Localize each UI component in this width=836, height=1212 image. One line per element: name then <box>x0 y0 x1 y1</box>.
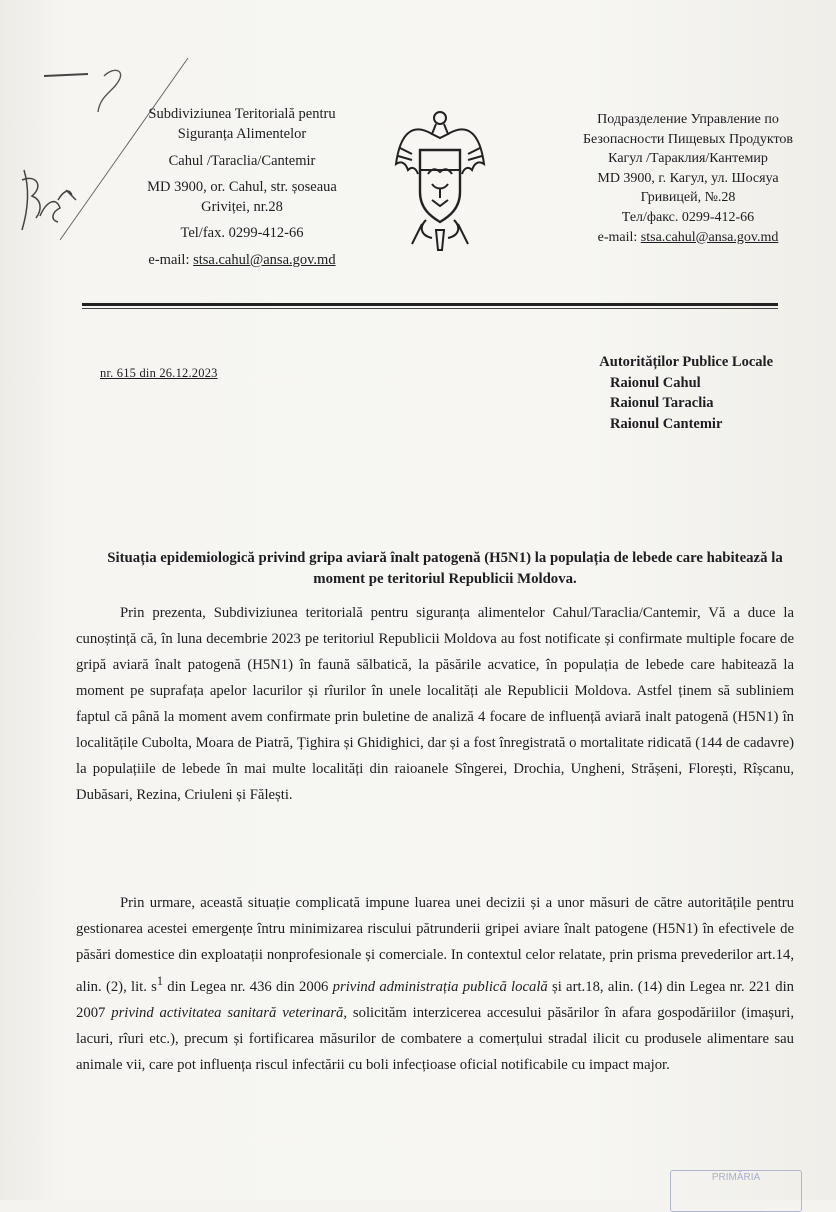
paragraph-2-part3: și art.18, alin. (14) din Legea nr. 221 din 2007 <box>76 978 795 1021</box>
header-divider-thick <box>82 303 778 306</box>
reference-number: nr. 615 din 26.12.2023 <box>100 366 218 380</box>
stamp-text: PRIMĂRIA <box>711 1172 761 1183</box>
header-left-line4: MD 3900, or. Cahul, str. șoseaua <box>147 178 337 195</box>
header-right-line2: Безопасности Пищевых Продуктов <box>582 131 794 147</box>
paragraph-2-superscript: 1 <box>156 974 163 988</box>
header-left <box>112 104 372 270</box>
header-left-email-row <box>112 250 372 270</box>
paragraph-1 <box>76 600 794 808</box>
law-title-veterinary: privind activitatea sanitară veterinară <box>111 1004 344 1021</box>
header-right-line1: Подразделение Управление по <box>597 112 779 127</box>
recipient-line: Raionul Cahul <box>610 374 701 391</box>
header-left-email-label: e-mail: <box>148 251 190 268</box>
header-left-line1: Subdiviziunea Teritorială pentru <box>148 106 336 122</box>
header-right-line3: Кагул /Тараклия/Кантемир <box>608 151 768 167</box>
header-right-line5: Гривицей, №.28 <box>640 190 736 206</box>
registration-stamp <box>670 1170 802 1212</box>
recipients-block <box>540 352 795 434</box>
header-right-email-label: e-mail: <box>597 229 638 245</box>
header-right-telfax: Тел/факс. 0299-412-66 <box>621 209 755 225</box>
recipient-line: Autorităților Publice Locale <box>599 354 773 370</box>
header-left-line3: Cahul /Taraclia/Cantemir <box>168 152 316 169</box>
header-right <box>538 110 836 247</box>
recipient-line: Raionul Cantemir <box>610 415 723 432</box>
recipient-line: Raionul Taraclia <box>610 395 714 412</box>
header-divider-thin <box>82 308 778 309</box>
moldova-coat-of-arms-icon <box>392 104 488 254</box>
paragraph-2-part2: din Legea nr. 436 din 2006 <box>163 978 333 995</box>
paragraph-1-text: Prin prezenta, Subdiviziunea teritorială pentru siguranța alimentelor Cahul/Taraclia/Cantemir, Vă a duce la cunoștință că, în luna decembrie 2023 pe teritoriul Republicii Moldova au fost notificate și confirmate multiple focare de gripă aviară înalt patogenă (H5N1) în faună sălbatică, la păsările acvatice, în populația de lebede care habitează la moment pe suprafața apelor lacurilor și rîurilor în unele localități ale Republicii Moldova. Astfel ținem să subliniem faptul că până la moment avem confirmate prin buletine de analiză 4 focare de influență aviară inalt patogenă (H5N1) în localitățile Cubolta, Moara de Piatră, Țighira și Ghidighici, dar și a fost înregistrată o mortalitate ridicată (144 de cadavre) la populațiile de lebede în mai multe localități din raioanele Sîngerei, Drochia, Ungheni, Strășeni, Florești, Rîșcanu, Dubăsari, Rezina, Criuleni și Fălești. <box>76 605 794 803</box>
header-left-telfax: Tel/fax. 0299-412-66 <box>180 225 304 242</box>
paragraph-2 <box>76 890 794 1078</box>
law-title-local-admin: privind administrația publică locală <box>332 978 548 995</box>
header-right-email[interactable]: stsa.cahul@ansa.gov.md <box>640 229 779 245</box>
header-right-line4: MD 3900, г. Кагул, ул. Шосяуа <box>597 170 779 186</box>
paragraph-2-part1: Prin urmare, această situație complicată impune luarea unei decizii și a unor măsuri de către autoritățile pentru gestionarea acestei emergențe întru minimizarea riscului pătrunderii gripei aviare înalt patogene (H5N1) în efectivele de păsări domestice din exploatații nonprofesionale și comerciale. In contextul celor relatate, prin prisma prevederilor art.14, alin. (2), lit. s <box>76 895 794 995</box>
header-left-email[interactable]: stsa.cahul@ansa.gov.md <box>193 251 336 268</box>
header-left-line2: Siguranța Alimentelor <box>177 126 307 143</box>
header-right-email-row <box>538 228 836 248</box>
document-title: Situația epidemiologică privind gripa aviară înalt patogenă (H5N1) la populația de lebede care habitează la moment pe teritoriul Republicii Moldova. <box>107 550 783 588</box>
header-left-line5: Griviței, nr.28 <box>201 199 283 216</box>
paragraph-2-part4: , solicităm interzicerea accesului păsărilor în afara gospodăriilor (imașuri, lacuri, rîuri etc.), precum și fortificarea măsurilor de combatere a comerțului stradal ilicit cu produsele alimentare sau animale vii, care pot influența riscul infectării cu boli infecțioase oficial notificabile cu impact major. <box>76 1004 794 1073</box>
